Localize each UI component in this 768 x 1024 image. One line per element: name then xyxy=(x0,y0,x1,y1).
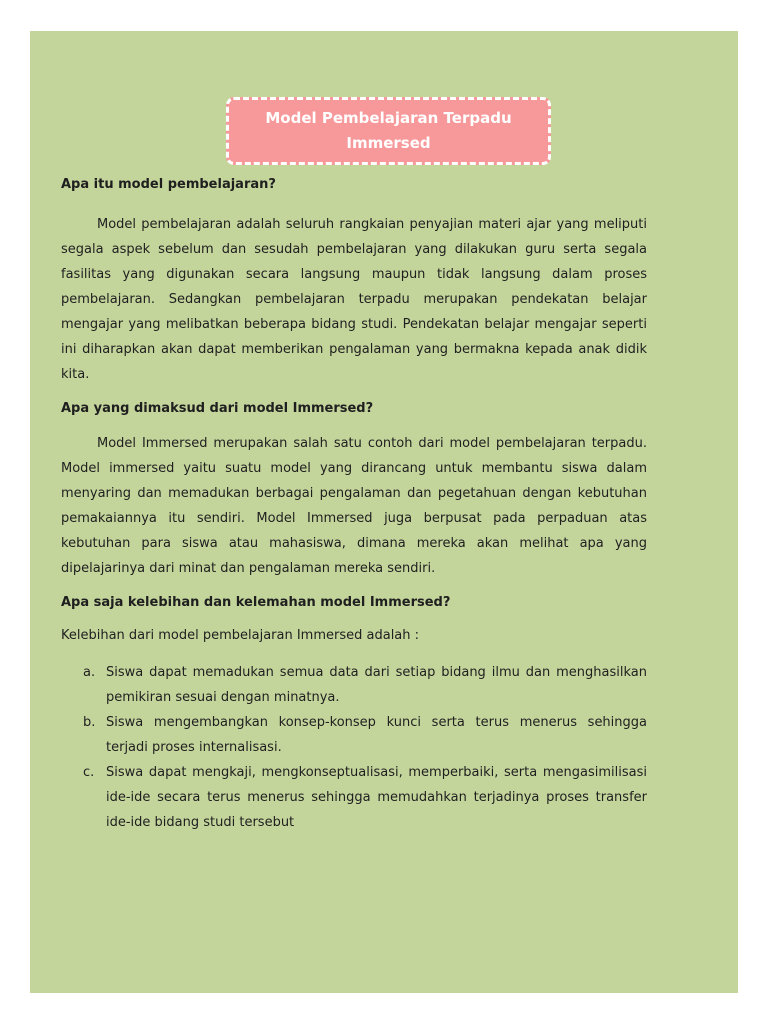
question-heading-1: Apa itu model pembelajaran? xyxy=(61,177,276,192)
paragraph-2: Model Immersed merupakan salah satu contoh dari model pembelajaran terpadu. Model immersed yaitu suatu model yang dirancang untuk membantu siswa dalam menyaring dan memadukan berbagai pengalaman dan pegetahuan dengan kebutuhan pemakaiannya itu sendiri. Model Immersed juga berpusat pada perpaduan atas kebutuhan para siswa atau mahasiswa, dimana mereka akan melihat apa yang dipelajarinya dari minat dan pengalaman mereka sendiri. xyxy=(61,436,647,576)
list-item-text: Siswa dapat mengkaji, mengkonseptualisasi, memperbaiki, serta mengasimilisasi ide-ide secara terus menerus sehingga memudahkan terjadinya proses transfer ide-ide bidang studi tersebut xyxy=(106,765,647,830)
advantages-list xyxy=(61,660,647,835)
list-item xyxy=(61,760,647,835)
list-marker: c. xyxy=(83,765,95,780)
question-heading-2: Apa yang dimaksud dari model Immersed? xyxy=(61,401,374,416)
question-heading-3: Apa saja kelebihan dan kelemahan model Immersed? xyxy=(61,595,451,610)
list-item-text: Siswa mengembangkan konsep-konsep kunci serta terus menerus sehingga terjadi proses internalisasi. xyxy=(106,715,647,755)
title-line-1: Model Pembelajaran Terpadu xyxy=(265,109,512,127)
list-item xyxy=(61,710,647,760)
list-item xyxy=(61,660,647,710)
list-intro: Kelebihan dari model pembelajaran Immersed adalah : xyxy=(61,628,420,643)
list-marker: b. xyxy=(83,715,96,730)
list-item-text: Siswa dapat memadukan semua data dari setiap bidang ilmu dan menghasilkan pemikiran sesuai dengan minatnya. xyxy=(106,665,647,705)
paragraph-1: Model pembelajaran adalah seluruh rangkaian penyajian materi ajar yang meliputi segala aspek sebelum dan sesudah pembelajaran yang dilakukan guru serta segala fasilitas yang digunakan secara langsung maupun tidak langsung dalam proses pembelajaran. Sedangkan pembelajaran terpadu merupakan pendekatan belajar mengajar yang melibatkan beberapa bidang studi. Pendekatan belajar mengajar seperti ini diharapkan akan dapat memberikan pengalaman yang bermakna kepada anak didik kita. xyxy=(61,217,647,382)
document-content xyxy=(61,176,647,835)
title-banner xyxy=(226,97,551,165)
list-marker: a. xyxy=(83,665,96,680)
title-line-2: Immersed xyxy=(346,134,431,152)
